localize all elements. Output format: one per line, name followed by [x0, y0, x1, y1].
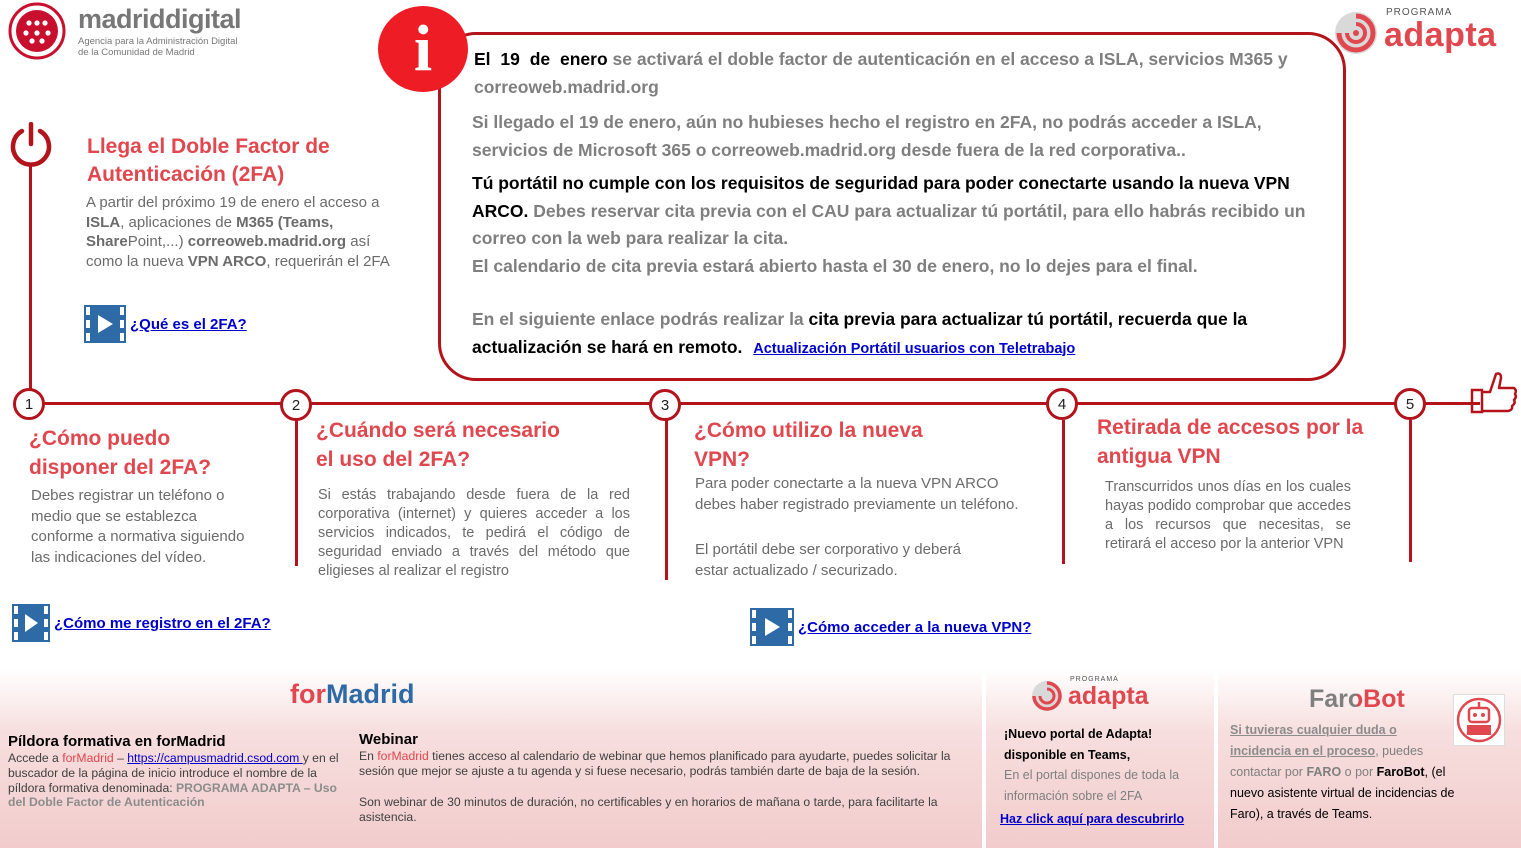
video-registro-2fa[interactable] [14, 606, 271, 640]
adapta-panel-small: PROGRAMA [1070, 676, 1119, 683]
step-2-line [295, 420, 298, 566]
pildora-title: Píldora formativa en forMadrid [8, 733, 226, 750]
timeline-step-4: 4 [1046, 388, 1078, 420]
adapta-descubrir-link[interactable]: Haz click aquí para descubrirlo [1000, 812, 1185, 826]
video-play-icon [86, 307, 124, 341]
step-4-body: Transcurridos unos días en los cuales hayas podido comprobar que accedes a los recursos que necesitas, se retirará el acceso por la anterior VPN [1105, 479, 1351, 552]
adapta-swirl-icon [1030, 679, 1064, 713]
timeline-step-2: 2 [280, 389, 312, 421]
thumbs-up-icon [1470, 370, 1518, 414]
step-3-title: ¿Cómo utilizo la nueva VPN? [694, 419, 923, 471]
intro-title: Llega el Doble Factor de Autenticación (2FA) [87, 135, 330, 186]
info-para-1: El 19 de enero se activará el doble factor de autenticación en el acceso a ISLA, servicios M365 y correoweb.madrid.org [474, 49, 1288, 97]
adapta-logo-small: PROGRAMA [1386, 7, 1453, 18]
timeline-step-1: 1 [13, 388, 45, 420]
timeline-step-3: 3 [649, 389, 681, 421]
madrid-digital-logo [8, 2, 268, 60]
info-text [472, 46, 1332, 363]
formadrid-logo: forMadrid [290, 679, 415, 709]
step-2-body: Si estás trabajando desde fuera de la red corporativa (internet) y quieres acceder a los servicios indicados, te pedirá el código de seguridad enviado a través del método que eligieses al realizar el registro [318, 487, 630, 579]
madrid-logo-subtitle-2: de la Comunidad de Madrid [78, 47, 195, 58]
step-4-line [1062, 420, 1065, 564]
adapta-panel-big: adapta [1068, 682, 1149, 710]
step-3-line [665, 420, 668, 580]
adapta-text-1: ¡Nuevo portal de Adapta! disponible en Teams, [1004, 727, 1153, 762]
madrid-star-icon [8, 2, 66, 60]
video-play-icon [752, 610, 792, 644]
adapta-panel-logo [1030, 676, 1170, 716]
step-2-title: ¿Cuándo será necesario el uso del 2FA? [316, 419, 560, 471]
video-vpn[interactable] [752, 610, 1031, 644]
step-3-body-1: Para poder conectarte a la nueva VPN ARCO debes haber registrado previamente un teléfono. [695, 475, 1019, 513]
teletrabajo-link[interactable]: Actualización Portátil usuarios con Teletrabajo [753, 340, 1076, 357]
video-2fa[interactable] [86, 307, 247, 341]
timeline-line [30, 402, 1480, 405]
como-acceder-vpn-link[interactable]: ¿Cómo acceder a la nueva VPN? [798, 618, 1032, 636]
farobot-robot-icon [1453, 694, 1505, 746]
webinar-body-2: Son webinar de 30 minutos de duración, no certificables y en horarios de mañana o tarde, para facilitarte la asistencia. [359, 795, 938, 824]
madrid-logo-subtitle-1: Agencia para la Administración Digital [78, 36, 238, 47]
step-1-title: ¿Cómo puedo disponer del 2FA? [29, 427, 212, 479]
intro-vertical-line [29, 165, 32, 390]
step-1-body: Debes registrar un teléfono o medio que se establezca conforme a normativa siguiendo las indicaciones del vídeo. [31, 487, 245, 566]
adapta-logo-big: adapta [1384, 16, 1497, 54]
como-registro-link[interactable]: ¿Cómo me registro en el 2FA? [54, 614, 271, 632]
video-play-icon [14, 606, 48, 640]
power-icon [8, 122, 54, 168]
webinar-body: En forMadrid tienes acceso al calendario de webinar que hemos planificado para ayudarte, puedes solicitar la sesión que mejor se ajuste a tu agenda y si fuese necesario, podrás también darte de baja de la sesión. [359, 749, 951, 778]
info-para-3: Tú portátil no cumple con los requisitos de seguridad para poder conectarte usando la nueva VPN ARCO. Debes reservar cita previa con el CAU para actualizar tú portátil, para ello habrás recibido un correo con la web para realizar la cita. [472, 173, 1306, 248]
campusmadrid-link[interactable]: https://campusmadrid.csod.com [127, 751, 303, 765]
adapta-text-2: En el portal dispones de toda la información sobre el 2FA [1004, 768, 1180, 803]
step-5-line [1409, 420, 1412, 562]
madrid-logo-name: madriddigital [78, 4, 242, 34]
farobot-text: Si tuvieras cualquier duda o incidencia en el proceso, puedes contactar por FARO o por FaroBot, (el nuevo asistente virtual de incidencias de Faro), a través de Teams. [1230, 723, 1455, 821]
adapta-logo [1332, 6, 1517, 58]
info-para-4: El calendario de cita previa estará abierto hasta el 30 de enero, no lo dejes para el final. [472, 255, 1198, 276]
pildora-body: Accede a forMadrid – https://campusmadrid.csod.com y en el buscador de la página de inicio introduce el nombre de la píldora formativa denominada: PROGRAMA ADAPTA – Uso del Doble Factor de Autenticación [8, 751, 339, 810]
que-es-2fa-link[interactable]: ¿Qué es el 2FA? [130, 315, 247, 333]
info-icon: i [378, 6, 468, 92]
info-para-2: Si llegado el 19 de enero, aún no hubieses hecho el registro en 2FA, no podrás acceder a ISLA, servicios de Microsoft 365 o correoweb.madrid.org desde fuera de la red corporativa.. [472, 112, 1262, 160]
step-3-body-2: El portátil debe ser corporativo y deberá estar actualizado / securizado. [695, 541, 961, 579]
webinar-title: Webinar [359, 731, 418, 748]
timeline-step-5: 5 [1394, 388, 1426, 420]
intro-body: A partir del próximo 19 de enero el acceso a ISLA, aplicaciones de M365 (Teams, SharePoint,...) correoweb.madrid.org así como la nueva VPN ARCO, requerirán el 2FA [86, 194, 390, 270]
info-para-5: En el siguiente enlace podrás realizar la cita previa para actualizar tú portátil, recuerda que la actualización se hará en remoto. Actualización Portátil usuarios con Teletrabajo [472, 309, 1248, 357]
farobot-logo: FaroBot [1309, 685, 1405, 713]
step-4-title: Retirada de accesos por la antigua VPN [1097, 416, 1364, 468]
